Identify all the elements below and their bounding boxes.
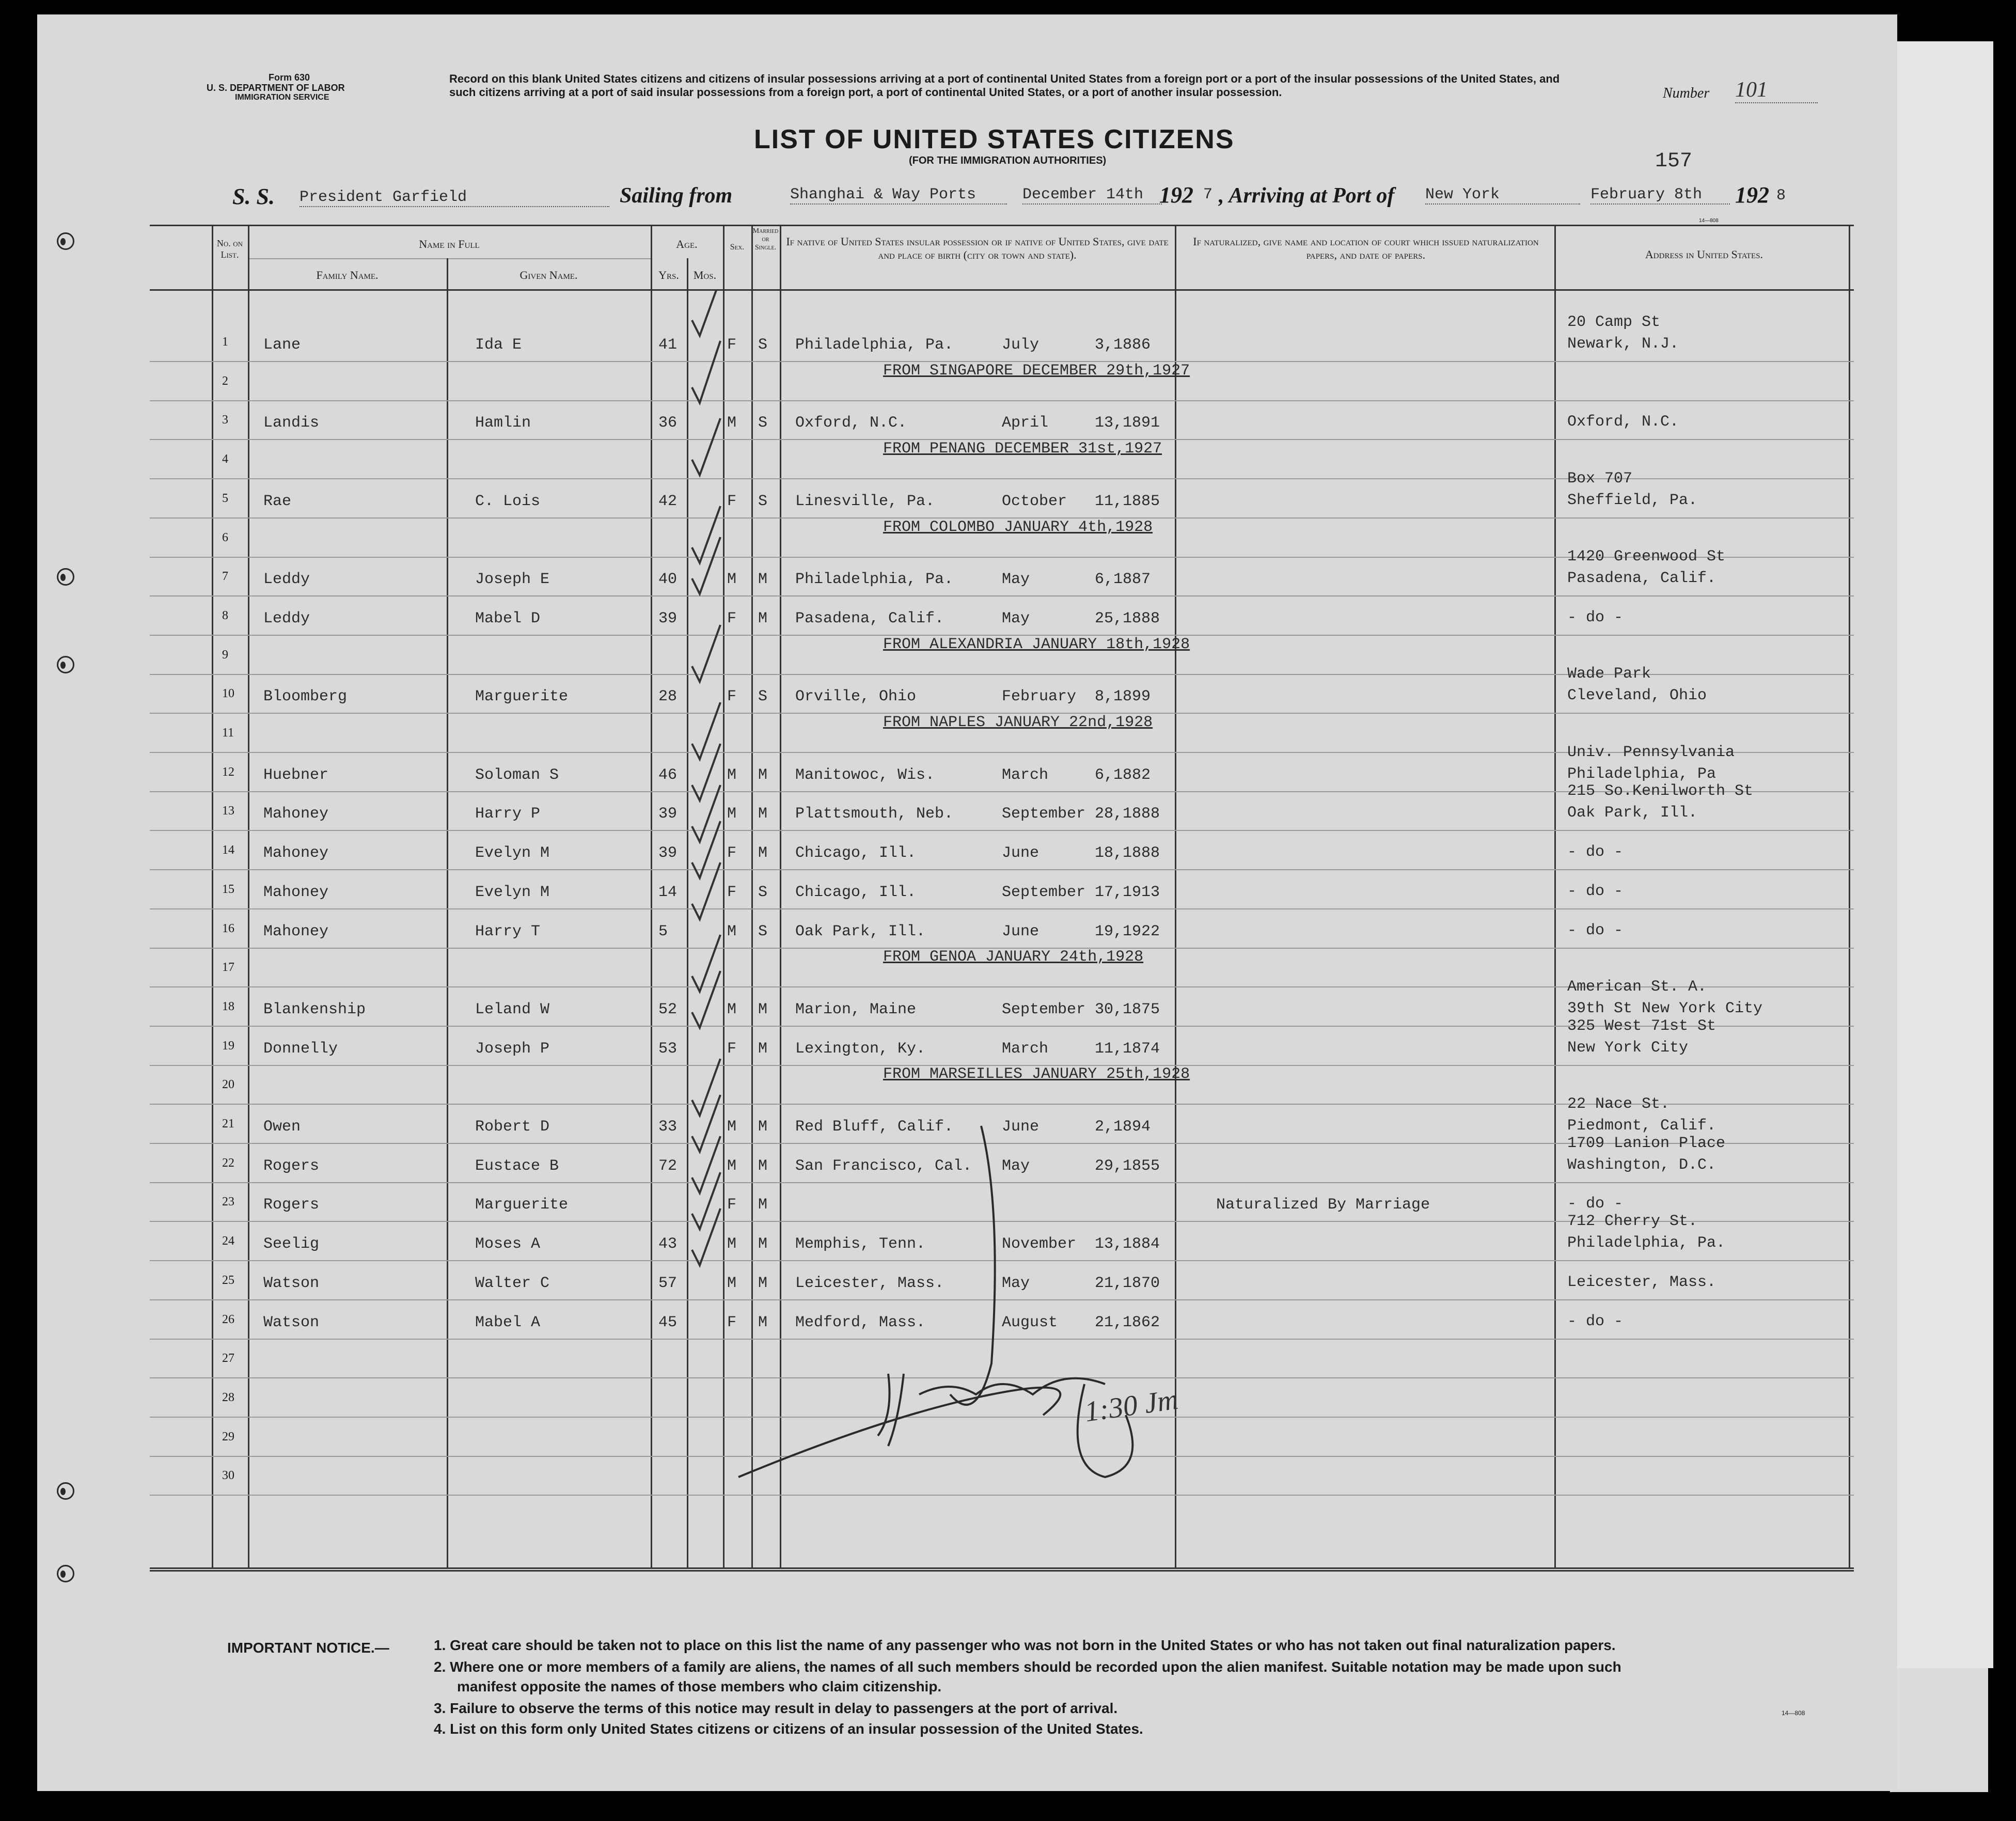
family-name: Leddy bbox=[263, 609, 310, 627]
row-number: 21 bbox=[222, 1117, 234, 1131]
row-number: 17 bbox=[222, 961, 234, 975]
section-heading: FROM SINGAPORE DECEMBER 29th,1927 bbox=[883, 362, 1190, 380]
birth-month: September bbox=[1002, 1000, 1086, 1018]
row-number: 24 bbox=[222, 1234, 234, 1248]
ss-label: S. S. bbox=[232, 184, 275, 209]
birth-place: Philadelphia, Pa. bbox=[795, 571, 954, 589]
header-sex: Sex. bbox=[730, 243, 745, 252]
birth-place: Red Bluff, Calif. bbox=[795, 1118, 954, 1136]
family-name: Blankenship bbox=[263, 1000, 366, 1018]
birth-month: February bbox=[1002, 688, 1077, 706]
birth-place: Oak Park, Ill. bbox=[795, 922, 926, 940]
birth-place: Manitowoc, Wis. bbox=[795, 766, 935, 784]
sex: F bbox=[727, 336, 737, 354]
given-name: Mabel D bbox=[475, 609, 541, 627]
address-line-2: 39th St New York City bbox=[1567, 999, 1763, 1017]
birth-month: May bbox=[1002, 609, 1030, 627]
birth-place: San Francisco, Cal. bbox=[795, 1157, 972, 1175]
header-age: Age. bbox=[676, 238, 698, 250]
row-number: 28 bbox=[222, 1390, 234, 1404]
birth-month: May bbox=[1002, 571, 1030, 589]
row-number: 4 bbox=[222, 452, 228, 466]
table-row bbox=[150, 782, 1854, 831]
address-line-2: New York City bbox=[1567, 1039, 1689, 1057]
family-name: Donnelly bbox=[263, 1040, 338, 1058]
marital-status: M bbox=[758, 1157, 768, 1175]
given-name: Evelyn M bbox=[475, 844, 550, 862]
birth-place: Memphis, Tenn. bbox=[795, 1235, 926, 1253]
row-number: 22 bbox=[222, 1156, 234, 1170]
form-number: Form 630 bbox=[269, 72, 310, 83]
age-years: 14 bbox=[658, 883, 678, 901]
birth-date: 6,1882 bbox=[1095, 766, 1151, 784]
section-row bbox=[150, 362, 1854, 401]
birth-place: Philadelphia, Pa. bbox=[795, 336, 954, 354]
inspector-stamp: 1:30 Jm bbox=[1082, 1383, 1180, 1428]
row-number: 9 bbox=[222, 648, 228, 662]
header-married: Married or Single. bbox=[752, 227, 779, 252]
family-name: Seelig bbox=[263, 1235, 320, 1253]
section-heading: FROM GENOA JANUARY 24th,1928 bbox=[883, 948, 1144, 966]
sex: F bbox=[727, 844, 737, 862]
marital-status: M bbox=[758, 766, 768, 784]
row-number: 20 bbox=[222, 1078, 234, 1092]
address-line-2: Washington, D.C. bbox=[1567, 1156, 1716, 1174]
table-row bbox=[150, 909, 1854, 949]
age-years: 45 bbox=[658, 1313, 678, 1331]
birth-date: 21,1862 bbox=[1095, 1313, 1160, 1331]
family-name: Mahoney bbox=[263, 805, 329, 823]
birth-month: May bbox=[1002, 1274, 1030, 1292]
given-name: Soloman S bbox=[475, 766, 559, 784]
given-name: Harry T bbox=[475, 922, 541, 940]
family-name: Watson bbox=[263, 1313, 320, 1331]
address-line-1: Univ. Pennsylvania bbox=[1567, 743, 1735, 761]
address-line-2: - do - bbox=[1567, 608, 1624, 626]
sailing-year-suffix: 7 bbox=[1203, 186, 1213, 203]
section-heading: FROM ALEXANDRIA JANUARY 18th,1928 bbox=[883, 635, 1190, 653]
age-years: 46 bbox=[658, 766, 678, 784]
address-line-2: Philadelphia, Pa. bbox=[1567, 1234, 1726, 1252]
binder-hole bbox=[57, 656, 74, 673]
header-no: No. on List. bbox=[216, 238, 243, 260]
sex: M bbox=[727, 1118, 737, 1136]
age-years: 57 bbox=[658, 1274, 678, 1292]
age-years: 52 bbox=[658, 1000, 678, 1018]
birth-month: June bbox=[1002, 844, 1040, 862]
binder-hole bbox=[57, 232, 74, 250]
header-yrs: Yrs. bbox=[658, 269, 679, 281]
table-row bbox=[150, 313, 1854, 362]
table-row bbox=[150, 401, 1854, 440]
sex: F bbox=[727, 609, 737, 627]
birth-place: Oxford, N.C. bbox=[795, 414, 907, 432]
row-number: 11 bbox=[222, 726, 234, 740]
address-line-2: - do - bbox=[1567, 1195, 1624, 1213]
birth-date: 19,1922 bbox=[1095, 922, 1160, 940]
sailing-from: Shanghai & Way Ports bbox=[790, 186, 1007, 205]
address-line-1: 1420 Greenwood St bbox=[1567, 548, 1726, 566]
ship-name: President Garfield bbox=[300, 189, 609, 207]
instructions-text: Record on this blank United States citizens and citizens of insular possessions arriving at a port of continental United States from a foreign port or a port of the insular possessions of the United States, and such citizens arriving at a port of said insular possessions from a foreign port, a port of continental United States, or a port of another insular possession. bbox=[449, 72, 1560, 99]
notice-item-4: 4. List on this form only United States citizens or citizens of an insular possession of the United States. bbox=[434, 1721, 1143, 1737]
birth-place: Chicago, Ill. bbox=[795, 844, 917, 862]
family-name: Rogers bbox=[263, 1157, 320, 1175]
marital-status: S bbox=[758, 414, 768, 432]
family-name: Bloomberg bbox=[263, 688, 348, 706]
table-row bbox=[150, 596, 1854, 636]
age-years: 40 bbox=[658, 571, 678, 589]
age-years: 39 bbox=[658, 844, 678, 862]
table-row bbox=[150, 665, 1854, 714]
form-subtitle: (FOR THE IMMIGRATION AUTHORITIES) bbox=[909, 155, 1107, 166]
given-name: Marguerite bbox=[475, 688, 569, 706]
given-name: C. Lois bbox=[475, 492, 541, 510]
family-name: Landis bbox=[263, 414, 320, 432]
notice-item-2: 2. Where one or more members of a family are aliens, the names of all such members should be recorded upon the alien manifest. Suitable notation may be made upon such bbox=[434, 1659, 1621, 1675]
row-number: 25 bbox=[222, 1273, 234, 1287]
address-line-2: - do - bbox=[1567, 1312, 1624, 1330]
birth-date: 13,1884 bbox=[1095, 1235, 1160, 1253]
row-number: 10 bbox=[222, 687, 234, 701]
sailing-year-prefix: 192 bbox=[1159, 182, 1193, 208]
arrival-year-prefix: 192 bbox=[1735, 182, 1769, 208]
number-label: Number bbox=[1663, 85, 1710, 101]
birth-month: November bbox=[1002, 1235, 1077, 1253]
birth-month: March bbox=[1002, 766, 1049, 784]
birth-month: October bbox=[1002, 492, 1067, 510]
marital-status: M bbox=[758, 571, 768, 589]
page-edge-strip-lower bbox=[1890, 1668, 1988, 1792]
table-bottom-border bbox=[150, 1567, 1854, 1569]
address-line-2: - do - bbox=[1567, 882, 1624, 900]
given-name: Ida E bbox=[475, 336, 522, 354]
birth-month: May bbox=[1002, 1157, 1030, 1175]
birth-date: 29,1855 bbox=[1095, 1157, 1160, 1175]
number-value: 101 bbox=[1735, 77, 1818, 103]
binder-hole bbox=[57, 1565, 74, 1582]
row-number: 26 bbox=[222, 1312, 234, 1326]
address-line-2: Pasadena, Calif. bbox=[1567, 570, 1716, 588]
birth-place: Orville, Ohio bbox=[795, 688, 917, 706]
birth-date: 18,1888 bbox=[1095, 844, 1160, 862]
naturalization-info: Naturalized By Marriage bbox=[1216, 1196, 1430, 1214]
row-number: 7 bbox=[222, 570, 228, 584]
marital-status: M bbox=[758, 1000, 768, 1018]
birth-date: 3,1886 bbox=[1095, 336, 1151, 354]
given-name: Eustace B bbox=[475, 1157, 559, 1175]
birth-date: 13,1891 bbox=[1095, 414, 1160, 432]
birth-place: Leicester, Mass. bbox=[795, 1274, 944, 1292]
section-heading: FROM NAPLES JANUARY 22nd,1928 bbox=[883, 714, 1153, 731]
marital-status: M bbox=[758, 844, 768, 862]
given-name: Harry P bbox=[475, 805, 541, 823]
family-name: Mahoney bbox=[263, 883, 329, 901]
birth-month: June bbox=[1002, 922, 1040, 940]
table-row bbox=[150, 548, 1854, 596]
age-years: 36 bbox=[658, 414, 678, 432]
row-number: 13 bbox=[222, 804, 234, 818]
given-name: Marguerite bbox=[475, 1196, 569, 1214]
address-line-1: 22 Nace St. bbox=[1567, 1095, 1670, 1113]
birth-month: June bbox=[1002, 1118, 1040, 1136]
birth-month: March bbox=[1002, 1040, 1049, 1058]
family-name: Mahoney bbox=[263, 922, 329, 940]
sex: F bbox=[727, 492, 737, 510]
marital-status: M bbox=[758, 1040, 768, 1058]
row-number: 23 bbox=[222, 1195, 234, 1209]
sex: F bbox=[727, 883, 737, 901]
sex: F bbox=[727, 1313, 737, 1331]
marital-status: M bbox=[758, 1196, 768, 1214]
sex: F bbox=[727, 1196, 737, 1214]
header-bottom-border bbox=[150, 289, 1854, 291]
section-heading: FROM PENANG DECEMBER 31st,1927 bbox=[883, 440, 1162, 458]
address-line-1: 20 Camp St bbox=[1567, 313, 1661, 331]
address-line-2: Cleveland, Ohio bbox=[1567, 687, 1707, 705]
arrival-port: New York bbox=[1425, 186, 1580, 205]
section-heading: FROM COLOMBO JANUARY 4th,1928 bbox=[883, 518, 1153, 536]
notice-item-2-cont: manifest opposite the names of those members who claim citizenship. bbox=[457, 1678, 942, 1694]
row-number: 27 bbox=[222, 1352, 234, 1365]
address-line-2: Newark, N.J. bbox=[1567, 335, 1679, 353]
notice-item-1: 1. Great care should be taken not to place on this list the name of any passenger who was not born in the United States or who has not taken out final naturalization papers. bbox=[434, 1637, 1616, 1653]
row-number: 8 bbox=[222, 608, 228, 622]
header-name-in-full: Name in Full bbox=[419, 238, 480, 250]
address-line-1: 215 So.Kenilworth St bbox=[1567, 782, 1754, 800]
marital-status: S bbox=[758, 492, 768, 510]
page-edge-strip bbox=[1890, 41, 1993, 1668]
given-name: Robert D bbox=[475, 1118, 550, 1136]
header-native: If native of United States insular possession or if native of United States, give date and place of birth (city or town and state). bbox=[786, 235, 1169, 261]
sex: M bbox=[727, 1274, 737, 1292]
sex: M bbox=[727, 571, 737, 589]
row-number: 29 bbox=[222, 1430, 234, 1443]
birth-place: Medford, Mass. bbox=[795, 1313, 926, 1331]
family-name: Rae bbox=[263, 492, 292, 510]
family-name: Watson bbox=[263, 1274, 320, 1292]
given-name: Joseph P bbox=[475, 1040, 550, 1058]
row-number: 16 bbox=[222, 921, 234, 935]
row-number: 1 bbox=[222, 335, 228, 349]
birth-month: September bbox=[1002, 883, 1086, 901]
birth-place: Pasadena, Calif. bbox=[795, 609, 944, 627]
address-line-2: Sheffield, Pa. bbox=[1567, 491, 1698, 509]
birth-month: April bbox=[1002, 414, 1049, 432]
address-line-1: American St. A. bbox=[1567, 978, 1707, 996]
marital-status: S bbox=[758, 336, 768, 354]
given-name: Joseph E bbox=[475, 571, 550, 589]
birth-date: 25,1888 bbox=[1095, 609, 1160, 627]
marital-status: M bbox=[758, 1118, 768, 1136]
sex: M bbox=[727, 1157, 737, 1175]
age-years: 28 bbox=[658, 688, 678, 706]
table-top-border bbox=[150, 225, 1854, 226]
family-name: Lane bbox=[263, 336, 301, 354]
age-years: 53 bbox=[658, 1040, 678, 1058]
age-years: 5 bbox=[658, 922, 668, 940]
address-line-2: - do - bbox=[1567, 921, 1624, 939]
inspector-signature bbox=[733, 1105, 1353, 1518]
family-name: Rogers bbox=[263, 1196, 320, 1214]
family-name: Owen bbox=[263, 1118, 301, 1136]
family-name: Mahoney bbox=[263, 844, 329, 862]
birth-date: 21,1870 bbox=[1095, 1274, 1160, 1292]
given-name: Evelyn M bbox=[475, 883, 550, 901]
header-given-name: Given Name. bbox=[519, 269, 578, 281]
row-number: 30 bbox=[222, 1469, 234, 1483]
birth-place: Chicago, Ill. bbox=[795, 883, 917, 901]
address-line-1: 1709 Lanion Place bbox=[1567, 1134, 1726, 1152]
arrival-date: February 8th bbox=[1590, 186, 1730, 205]
department-label: U. S. DEPARTMENT OF LABOR bbox=[207, 83, 345, 93]
marital-status: S bbox=[758, 883, 768, 901]
row-number: 5 bbox=[222, 491, 228, 505]
sex: M bbox=[727, 922, 737, 940]
address-line-2: Leicester, Mass. bbox=[1567, 1273, 1716, 1291]
address-line-1: 325 West 71st St bbox=[1567, 1017, 1716, 1035]
marital-status: M bbox=[758, 1313, 768, 1331]
row-number: 19 bbox=[222, 1039, 234, 1053]
sex: M bbox=[727, 766, 737, 784]
address-line-2: Oak Park, Ill. bbox=[1567, 804, 1698, 822]
row-number: 14 bbox=[222, 843, 234, 857]
sex: M bbox=[727, 1235, 737, 1253]
sex: M bbox=[727, 414, 737, 432]
age-years: 41 bbox=[658, 336, 678, 354]
marital-status: M bbox=[758, 805, 768, 823]
row-number: 12 bbox=[222, 765, 234, 779]
age-years: 42 bbox=[658, 492, 678, 510]
marital-status: M bbox=[758, 1274, 768, 1292]
row-number: 3 bbox=[222, 413, 228, 427]
notice-label: IMPORTANT NOTICE.— bbox=[227, 1640, 389, 1656]
binder-hole bbox=[57, 568, 74, 586]
header-naturalized: If naturalized, give name and location of court which issued naturalization papers, and date of papers. bbox=[1193, 235, 1539, 261]
given-name: Moses A bbox=[475, 1235, 541, 1253]
header-subdivider bbox=[248, 258, 651, 259]
sailing-label: Sailing from bbox=[620, 184, 733, 208]
arriving-label: , Arriving at Port of bbox=[1219, 184, 1395, 208]
marital-status: M bbox=[758, 609, 768, 627]
family-name: Leddy bbox=[263, 571, 310, 589]
sex: M bbox=[727, 1000, 737, 1018]
birth-month: September bbox=[1002, 805, 1086, 823]
given-name: Walter C bbox=[475, 1274, 550, 1292]
address-line-2: Philadelphia, Pa bbox=[1567, 765, 1716, 783]
birth-place: Plattsmouth, Neb. bbox=[795, 805, 954, 823]
sailing-date: December 14th bbox=[1022, 186, 1162, 205]
sex: M bbox=[727, 805, 737, 823]
marital-status: S bbox=[758, 688, 768, 706]
birth-month: August bbox=[1002, 1313, 1058, 1331]
table-row bbox=[150, 831, 1854, 870]
table-row bbox=[150, 469, 1854, 519]
marital-status: M bbox=[758, 1235, 768, 1253]
age-years: 43 bbox=[658, 1235, 678, 1253]
age-years: 33 bbox=[658, 1118, 678, 1136]
arrival-year-suffix: 8 bbox=[1776, 187, 1786, 205]
row-number: 15 bbox=[222, 882, 234, 896]
birth-date: 28,1888 bbox=[1095, 805, 1160, 823]
printer-code: 14—808 bbox=[1699, 218, 1719, 224]
birth-date: 17,1913 bbox=[1095, 883, 1160, 901]
age-years: 39 bbox=[658, 609, 678, 627]
family-name: Huebner bbox=[263, 766, 329, 784]
form-title: LIST OF UNITED STATES CITIZENS bbox=[754, 124, 1235, 154]
binder-hole bbox=[57, 1482, 74, 1500]
header-family-name: Family Name. bbox=[316, 269, 379, 281]
birth-date: 11,1874 bbox=[1095, 1040, 1160, 1058]
address-line-2: - do - bbox=[1567, 843, 1624, 861]
birth-date: 11,1885 bbox=[1095, 492, 1160, 510]
header-address: Address in United States. bbox=[1645, 248, 1763, 261]
footer-code: 14—808 bbox=[1782, 1709, 1805, 1717]
header-mos: Mos. bbox=[693, 269, 717, 281]
birth-date: 2,1894 bbox=[1095, 1118, 1151, 1136]
address-line-2: Piedmont, Calif. bbox=[1567, 1117, 1716, 1135]
birth-date: 6,1887 bbox=[1095, 571, 1151, 589]
birth-place: Marion, Maine bbox=[795, 1000, 917, 1018]
address-line-1: 712 Cherry St. bbox=[1567, 1213, 1698, 1231]
notice-divider bbox=[150, 1570, 1854, 1572]
notice-item-3: 3. Failure to observe the terms of this notice may result in delay to passengers at the port of arrival. bbox=[434, 1700, 1118, 1716]
birth-date: 30,1875 bbox=[1095, 1000, 1160, 1018]
row-number: 2 bbox=[222, 374, 228, 388]
given-name: Mabel A bbox=[475, 1313, 541, 1331]
marital-status: S bbox=[758, 922, 768, 940]
service-label: IMMIGRATION SERVICE bbox=[235, 93, 329, 102]
page-number: 157 bbox=[1655, 150, 1693, 173]
birth-place: Linesville, Pa. bbox=[795, 492, 935, 510]
age-years: 39 bbox=[658, 805, 678, 823]
birth-date: 8,1899 bbox=[1095, 688, 1151, 706]
address-line-1: Wade Park bbox=[1567, 665, 1651, 683]
address-line-1: Box 707 bbox=[1567, 469, 1633, 488]
birth-place: Lexington, Ky. bbox=[795, 1040, 926, 1058]
age-years: 72 bbox=[658, 1157, 678, 1175]
sex: F bbox=[727, 1040, 737, 1058]
given-name: Hamlin bbox=[475, 414, 531, 432]
given-name: Leland W bbox=[475, 1000, 550, 1018]
section-heading: FROM MARSEILLES JANUARY 25th,1928 bbox=[883, 1065, 1190, 1084]
address-line-2: Oxford, N.C. bbox=[1567, 413, 1679, 431]
table-row bbox=[150, 1017, 1854, 1066]
row-number: 6 bbox=[222, 530, 228, 544]
table-row bbox=[150, 870, 1854, 909]
birth-month: July bbox=[1002, 336, 1040, 354]
row-number: 18 bbox=[222, 999, 234, 1013]
sex: F bbox=[727, 688, 737, 706]
